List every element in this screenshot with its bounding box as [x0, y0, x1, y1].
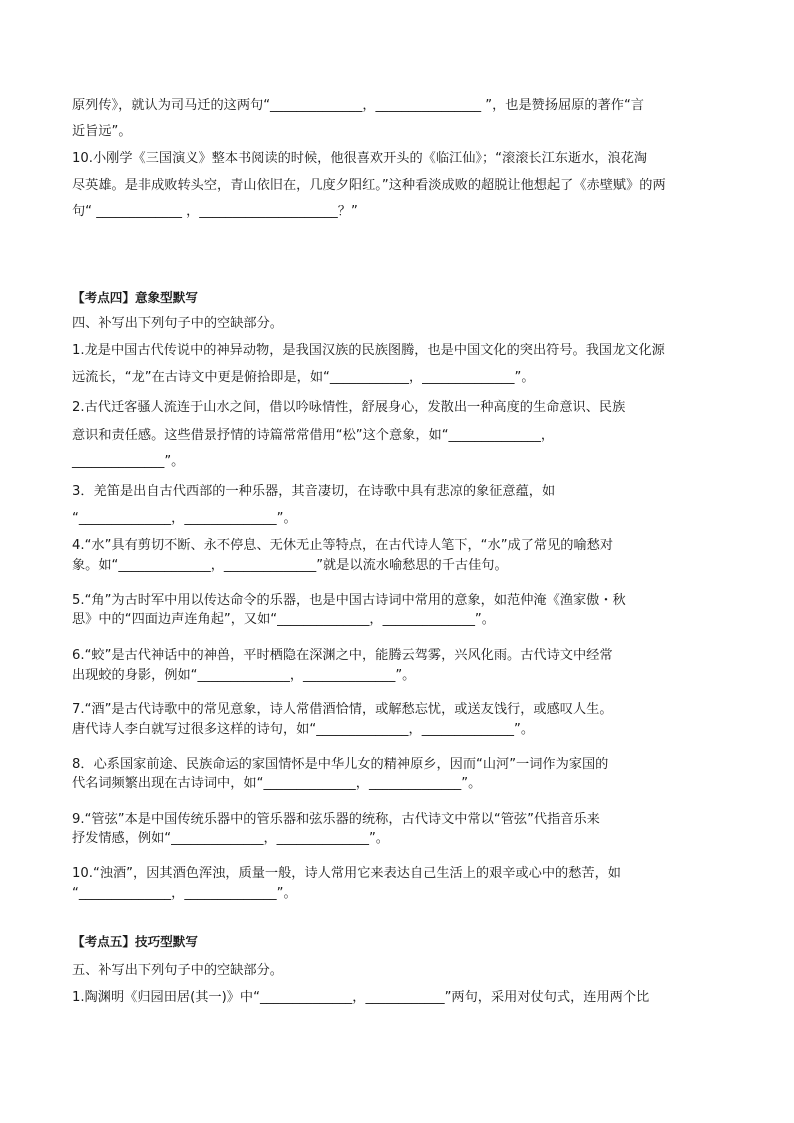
text-line: 2.古代迁客骚人流连于山水之间，借以吟咏情性，舒展身心，发散出一种高度的生命意识、民族 — [72, 400, 626, 415]
section-heading: 【考点四】意象型默写 — [72, 290, 198, 305]
text-line: 意识和责任感。这些借景抒情的诗篇常常借用“松”这个意象，如“______________， — [72, 428, 555, 443]
text-line: 1.陶渊明《归园田居(其一)》中“______________，____________”两句，采用对仗句式，连用两个比 — [72, 990, 650, 1005]
text-line: 象。如“______________，______________”就是以流水喻愁思的千古佳句。 — [72, 558, 508, 573]
text-line: 5.“角”为古时军中用以传达命令的乐器，也是中国古诗词中常用的意象，如范仲淹《渔家傲・秋 — [72, 593, 626, 608]
text-line: 代名词频繁出现在古诗词中，如“______________，______________”。 — [72, 776, 482, 791]
text-line: 9.“管弦”本是中国传统乐器中的管乐器和弦乐器的统称，古代诗文中常以“管弦”代指音乐来 — [72, 812, 600, 827]
text-line: 1.龙是中国古代传说中的神异动物，是我国汉族的民族图腾，也是中国文化的突出符号。我国龙文化源 — [72, 343, 665, 358]
text-line: 7.“酒”是古代诗歌中的常见意象，诗人常借酒恰情，或解愁忘忧，或送友饯行，或感叹人生。 — [72, 702, 613, 717]
section-heading: 【考点五】技巧型默写 — [72, 934, 198, 949]
text-line: 8．心系国家前途、民族命运的家国情怀是中华儿女的精神原乡，因而“山河”一词作为家国的 — [72, 757, 609, 772]
text-line: “______________，______________”。 — [72, 511, 297, 526]
text-line: 唐代诗人李白就写过很多这样的诗句，如“______________，______________”。 — [72, 722, 535, 737]
text-line: 近旨远”。 — [72, 124, 132, 139]
text-line: 远流长，“龙”在古诗文中更是俯拾即是，如“____________，______________”。 — [72, 370, 535, 385]
text-line: 4.“水”具有剪切不断、永不停息、无休无止等特点，在古代诗人笔下，“水”成了常见的喻愁对 — [72, 538, 614, 553]
section-instruction: 四、补写出下列句子中的空缺部分。 — [72, 316, 283, 331]
text-line: 3．羌笛是出自古代西部的一种乐器，其音凄切，在诗歌中具有悲凉的象征意蕴，如 — [72, 484, 556, 499]
text-line: 原列传》，就认为司马迁的这两句“______________，________________ ”，也是赞扬屈原的著作“言 — [72, 98, 644, 113]
text-line: 6.“蛟”是古代神话中的神兽，平时栖隐在深渊之中，能腾云驾雾，兴风化雨。古代诗文中经常 — [72, 648, 613, 663]
text-line: 尽英雄。是非成败转头空，青山依旧在，几度夕阳红。”这种看淡成败的超脱让他想起了《赤壁赋》的两 — [72, 178, 666, 193]
text-line: 思》中的“四面边声连角起”，又如“______________，______________”。 — [72, 612, 495, 627]
text-line: 出现蛟的身影，例如“______________，______________”。 — [72, 668, 416, 683]
text-line: ______________”。 — [72, 454, 185, 469]
text-line: 10.“浊酒”，因其酒色浑浊，质量一般，诗人常用它来表达自己生活上的艰辛或心中的愁苦，如 — [72, 866, 621, 881]
text-line: 句“ _____________ ，_____________________？” — [72, 204, 358, 219]
text-line: 抒发情感，例如“______________，______________”。 — [72, 831, 389, 846]
text-line: “______________，______________”。 — [72, 886, 297, 901]
text-line: 10.小刚学《三国演义》整本书阅读的时候，他很喜欢开头的《临江仙》；“滚滚长江东逝水，浪花淘 — [72, 151, 648, 166]
section-instruction: 五、补写出下列句子中的空缺部分。 — [72, 963, 283, 978]
